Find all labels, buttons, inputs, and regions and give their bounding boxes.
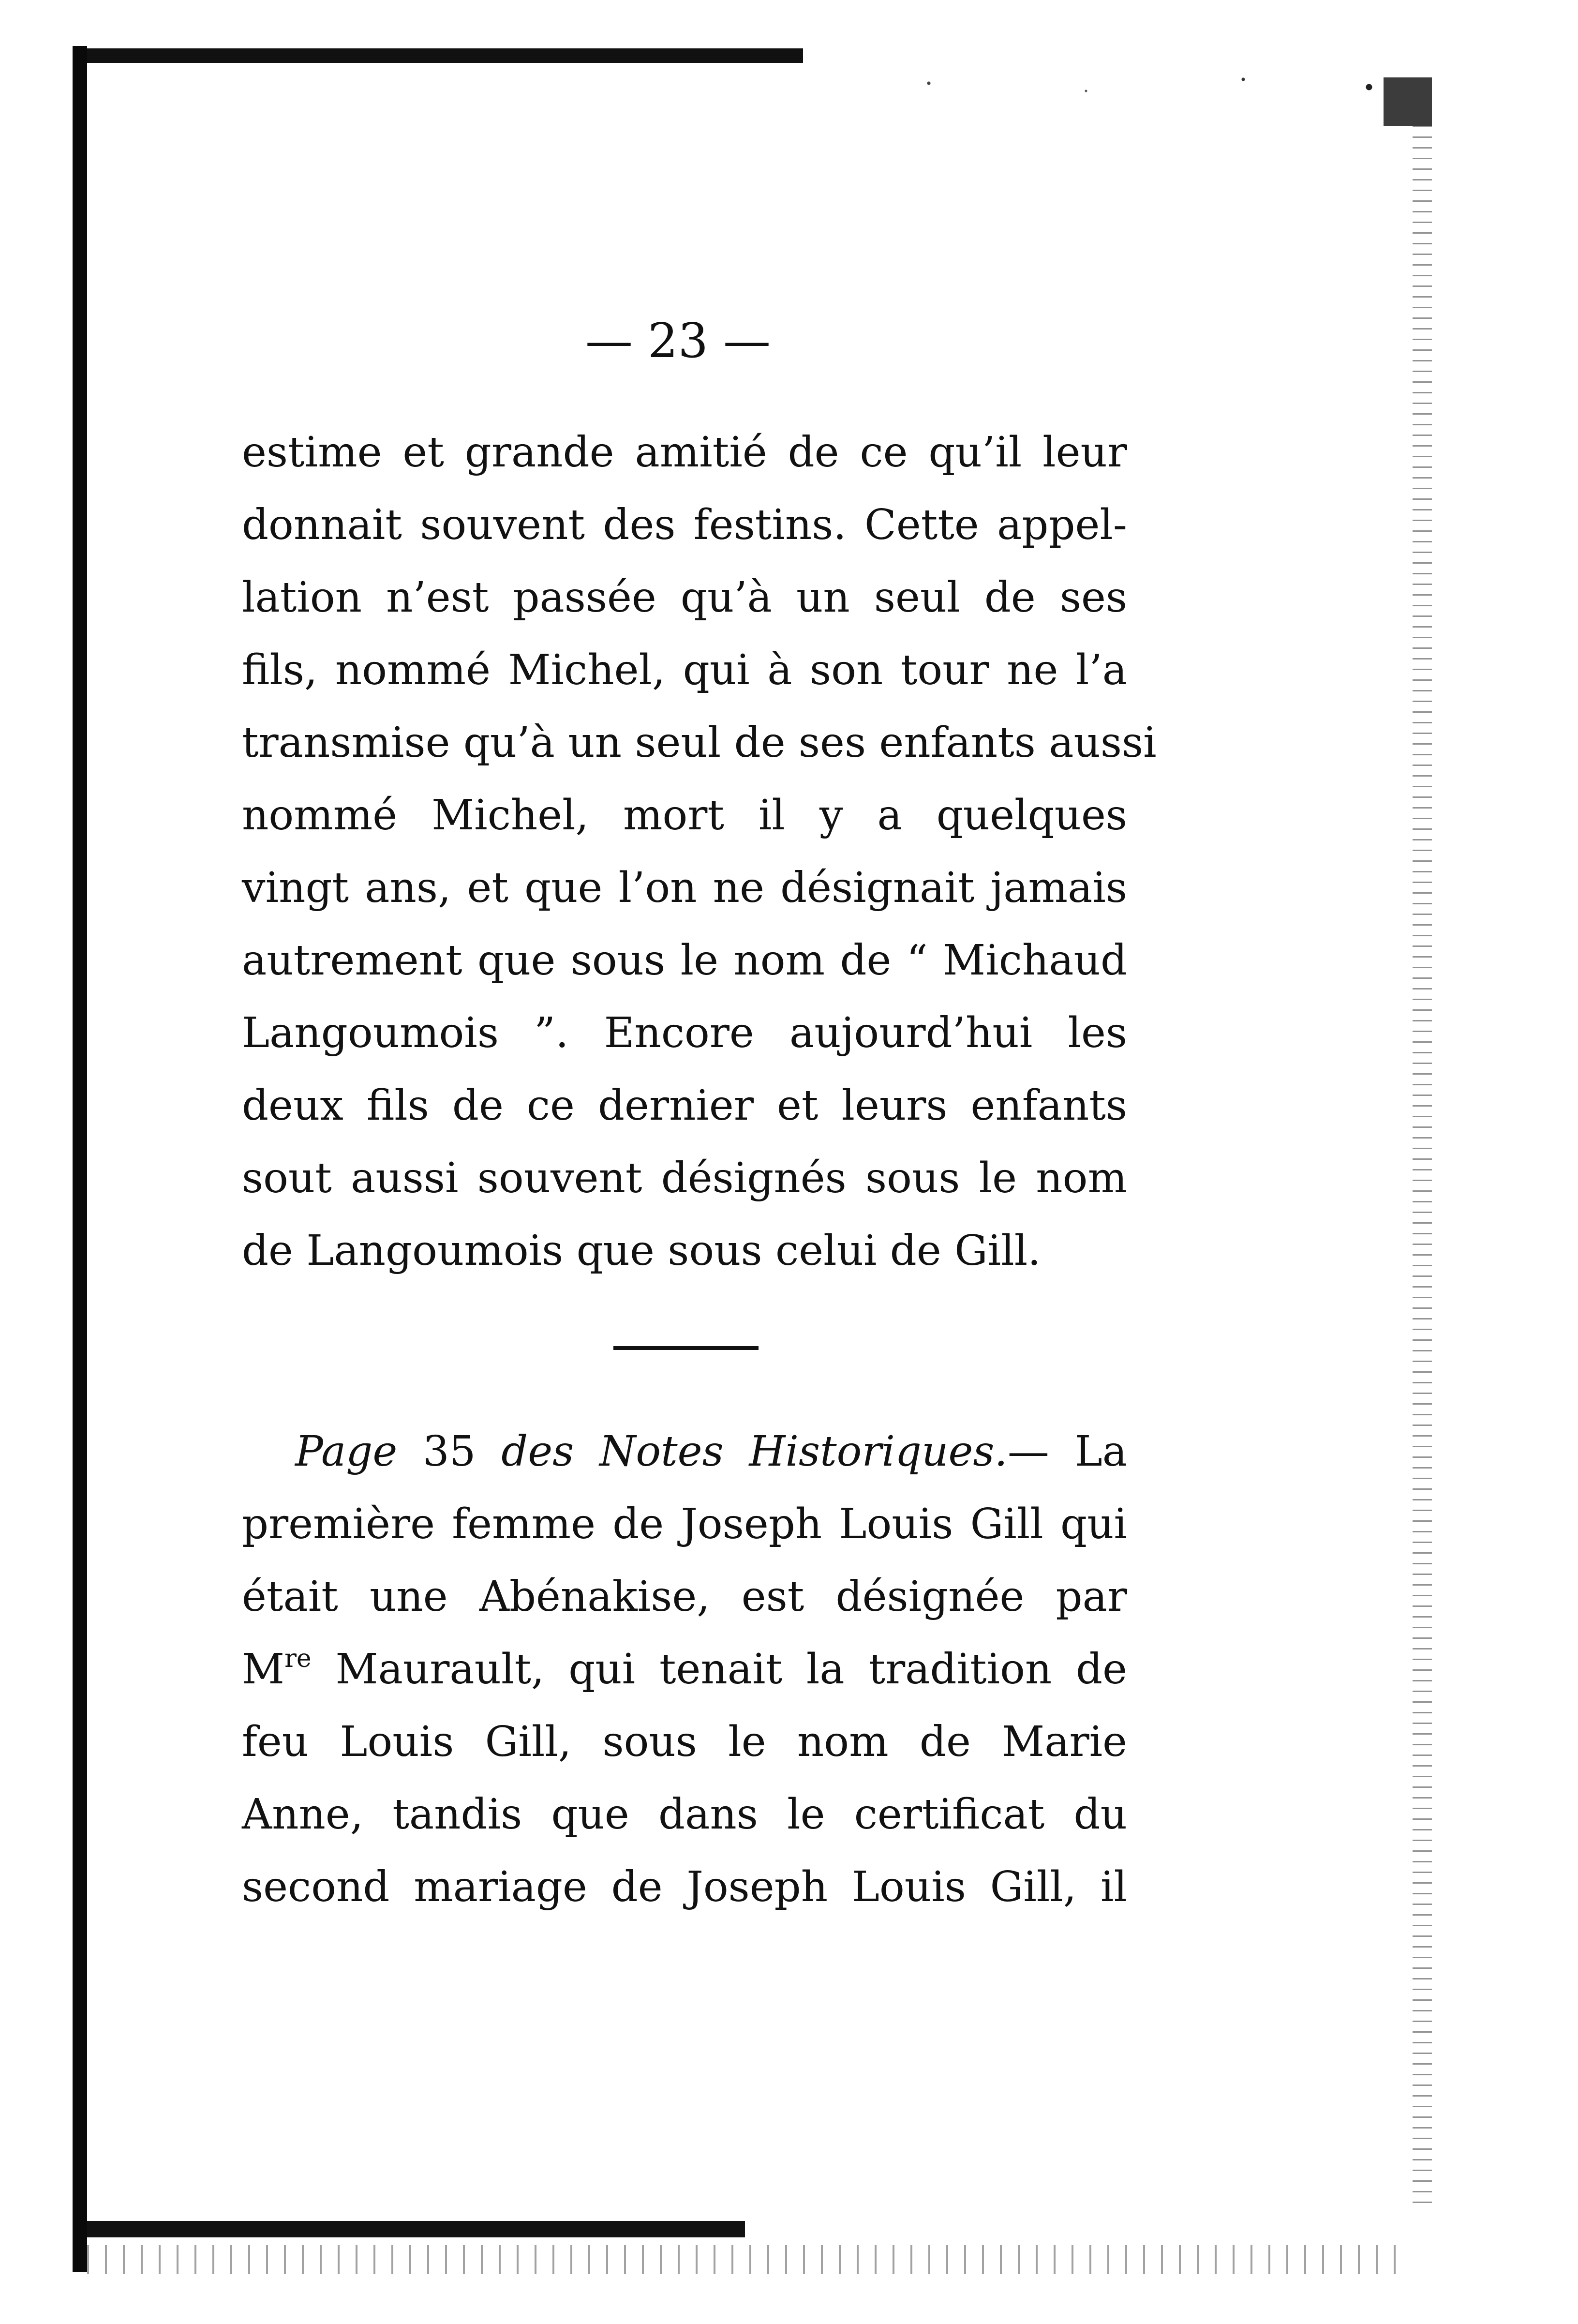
text-line: Anne, tandis que dans le certificat du xyxy=(242,1790,1127,1839)
text-line: Langoumois ”. Encore aujourd’hui les xyxy=(242,1009,1127,1057)
paragraph-continuation xyxy=(242,416,1157,1287)
text-line: nommé Michel, mort il y a quelques xyxy=(242,791,1127,840)
note-heading-line xyxy=(242,1415,1127,1488)
ref-dash-text: — La xyxy=(1007,1427,1128,1476)
mre-prefix: M xyxy=(242,1645,285,1694)
text-line: sout aussi souvent désignés sous le nom xyxy=(242,1154,1127,1202)
paragraph-note xyxy=(242,1415,1127,1923)
page-number: — 23 — xyxy=(585,314,771,369)
scan-edge-right xyxy=(1413,126,1432,2206)
mre-superscript: re xyxy=(284,1644,312,1673)
text-line: feu Louis Gill, sous le nom de Marie xyxy=(242,1718,1127,1766)
text-line: fils, nommé Michel, qui à son tour ne l’a xyxy=(242,646,1127,694)
ref-page-word: Page xyxy=(295,1427,398,1476)
scan-noise-top xyxy=(803,68,1432,106)
scan-noise-bottom xyxy=(87,2245,1403,2274)
scan-edge-bottom xyxy=(87,2221,745,2237)
text-line-mre xyxy=(242,1633,1127,1706)
text-line: deux fils de ce dernier et leurs enfants xyxy=(242,1081,1127,1130)
text-line: première femme de Joseph Louis Gill qui xyxy=(242,1500,1127,1548)
scan-corner-mark xyxy=(1384,77,1432,126)
text-line: lation n’est passée qu’à un seul de ses xyxy=(242,573,1127,622)
scan-edge-left xyxy=(73,46,87,2272)
section-separator-rule xyxy=(613,1346,759,1350)
text-line: donnait souvent des festins. Cette appel- xyxy=(242,501,1127,549)
ref-title: des Notes Historiques. xyxy=(501,1427,1008,1476)
mre-rest: Maurault, qui tenait la tradition de xyxy=(311,1645,1127,1694)
text-line: estime et grande amitié de ce qu’il leur xyxy=(242,428,1127,477)
text-line: était une Abénakise, est désignée par xyxy=(242,1573,1127,1621)
text-line: transmise qu’à un seul de ses enfants aussi xyxy=(242,719,1157,767)
text-line: autrement que sous le nom de “ Michaud xyxy=(242,936,1127,985)
text-line: de Langoumois que sous celui de Gill. xyxy=(242,1227,1041,1275)
text-line: vingt ans, et que l’on ne désignait jamais xyxy=(242,864,1127,912)
text-line: second mariage de Joseph Louis Gill, il xyxy=(242,1863,1127,1911)
ref-page-number: 35 xyxy=(423,1427,476,1476)
scan-edge-top xyxy=(87,48,803,63)
